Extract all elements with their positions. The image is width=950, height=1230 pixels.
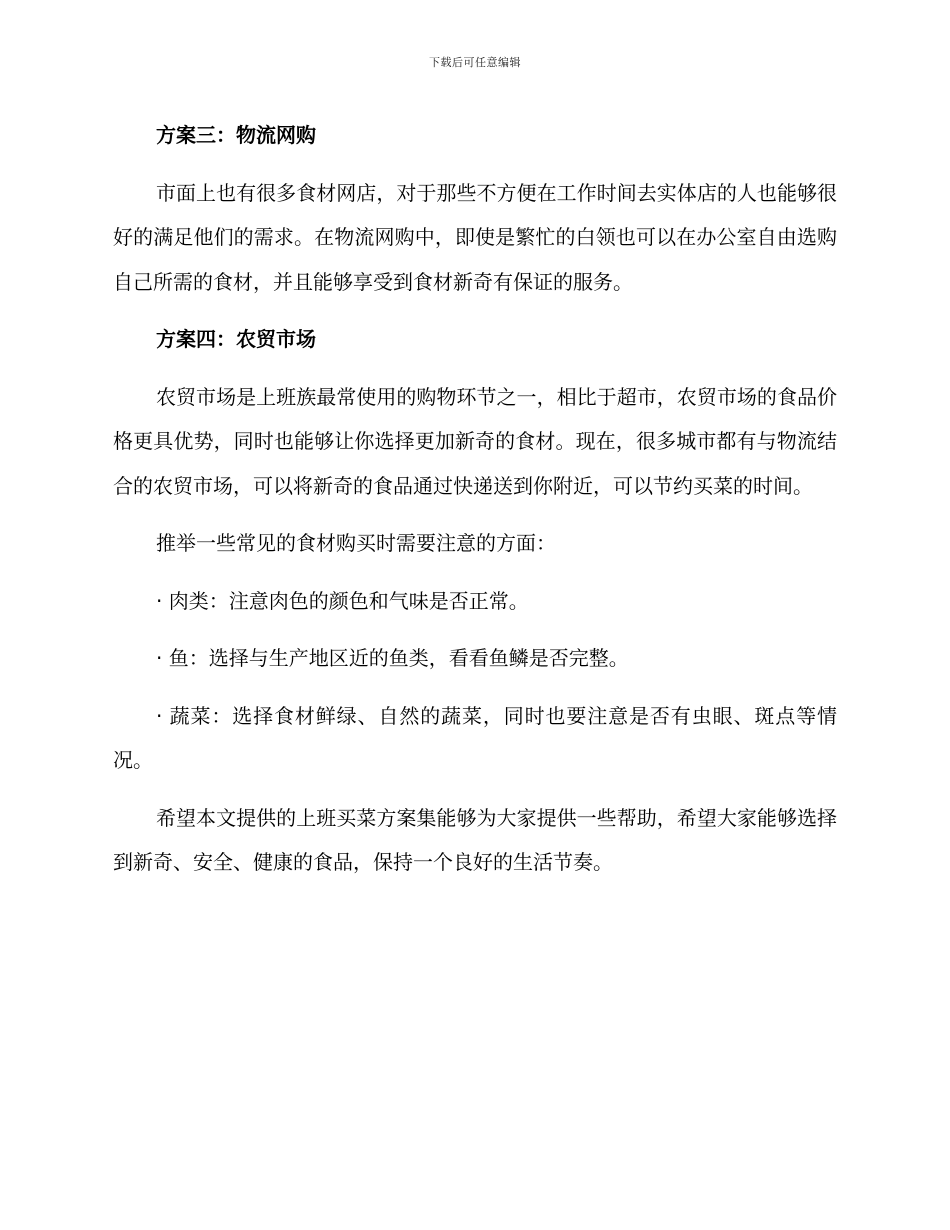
section-heading-farmers-market: 方案四：农贸市场 bbox=[156, 327, 316, 351]
tips-intro: 推举一些常见的食材购买时需要注意的方面： bbox=[156, 531, 556, 555]
section-paragraph-farmers-market: 农贸市场是上班族最常使用的购物环节之一，相比于超市，农贸市场的食品价格更具优势，同时也能够让你选择更加新奇的食材。现在，很多城市都有与物流结合的农贸市场，可以将新奇的食品通过快递送到你附近，可以节约买菜的时间。 bbox=[113, 384, 837, 498]
section-paragraph-logistics: 市面上也有很多食材网店，对于那些不方便在工作时间去实体店的人也能够很好的满足他们的需求。在物流网购中，即使是繁忙的白领也可以在办公室自由选购自己所需的食材，并且能够享受到食材新奇有保证的服务。 bbox=[113, 180, 837, 294]
closing-paragraph: 希望本文提供的上班买菜方案集能够为大家提供一些帮助，希望大家能够选择到新奇、安全、健康的食品，保持一个良好的生活节奏。 bbox=[113, 805, 837, 874]
tip-item-meat: · 肉类：注意肉色的颜色和气味是否正常。 bbox=[156, 588, 529, 613]
page-header-note: 下载后可任意编辑 bbox=[429, 56, 521, 69]
tip-item-fish: · 鱼：选择与生产地区近的鱼类，看看鱼鳞是否完整。 bbox=[156, 646, 629, 670]
section-heading-logistics: 方案三：物流网购 bbox=[156, 123, 316, 147]
tip-item-vegetables: · 蔬菜：选择食材鲜绿、自然的蔬菜，同时也要注意是否有虫眼、斑点等情况。 bbox=[113, 703, 837, 772]
document-body bbox=[113, 113, 837, 898]
